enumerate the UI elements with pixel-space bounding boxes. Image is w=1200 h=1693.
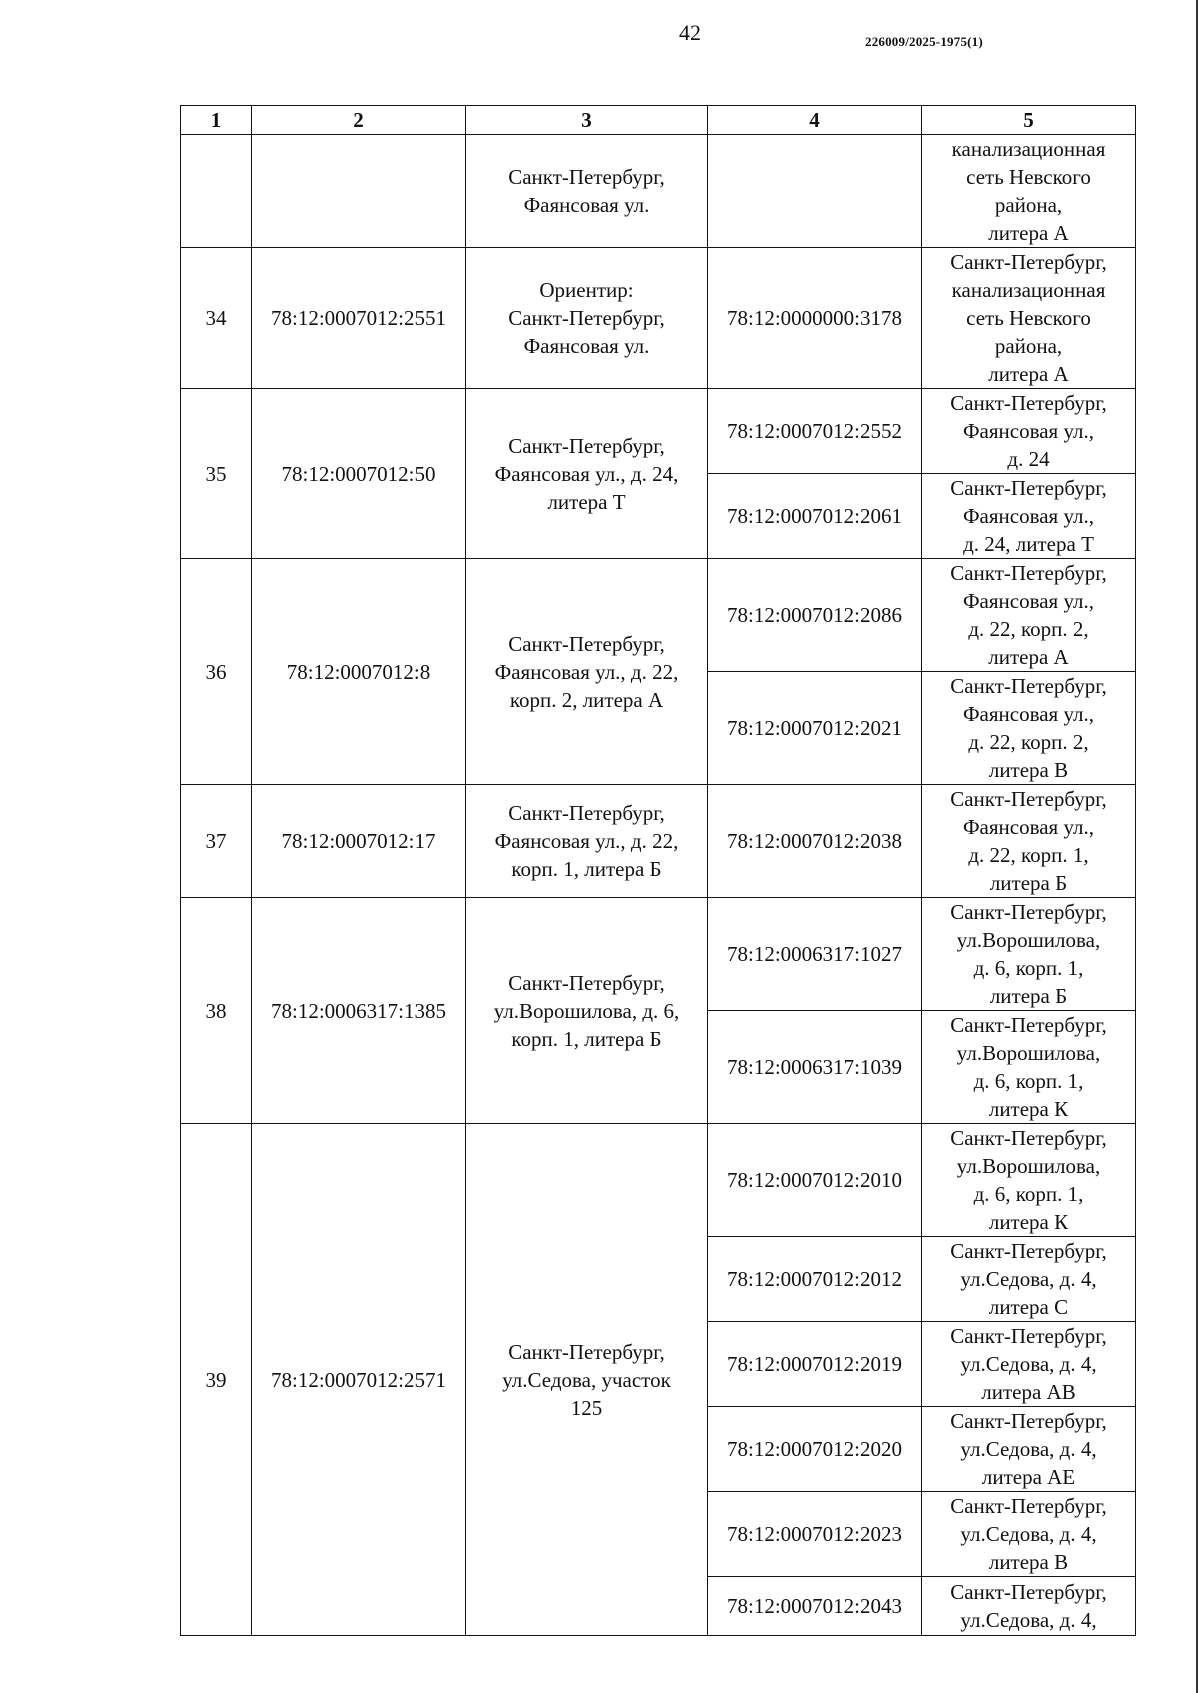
sub-cadastral-number-cell: 78:12:0007012:2019 [708,1322,922,1407]
table-row [181,389,1136,474]
sub-address-cell: Санкт-Петербург, Фаянсовая ул., д. 24, литера Т [922,474,1136,559]
sub-address-cell: Санкт-Петербург, Фаянсовая ул., д. 22, корп. 1, литера Б [922,785,1136,898]
cont-num-cell [181,135,252,248]
sub-address-cell: Санкт-Петербург, ул.Ворошилова, д. 6, корп. 1, литера К [922,1124,1136,1237]
register-table [180,105,1136,1636]
sub-cadastral-number-cell: 78:12:0006317:1039 [708,1011,922,1124]
row-number-cell: 39 [181,1124,252,1636]
cadastral-number-cell: 78:12:0007012:2551 [252,248,466,389]
sub-address-cell: Санкт-Петербург, ул.Седова, д. 4, литера В [922,1492,1136,1577]
row-number-cell: 34 [181,248,252,389]
sub-cadastral-number-cell: 78:12:0007012:2038 [708,785,922,898]
table-row [181,785,1136,898]
register-body [181,135,1136,1636]
cadastral-number-cell: 78:12:0007012:17 [252,785,466,898]
sub-address-cell: Санкт-Петербург, ул.Ворошилова, д. 6, корп. 1, литера Б [922,898,1136,1011]
sub-address-cell: Санкт-Петербург, Фаянсовая ул., д. 22, корп. 2, литера А [922,559,1136,672]
sub-address-cell: Санкт-Петербург, канализационная сеть Невского района, литера А [922,248,1136,389]
cadastral-number-cell: 78:12:0007012:50 [252,389,466,559]
sub-address-cell: Санкт-Петербург, Фаянсовая ул., д. 22, корп. 2, литера В [922,672,1136,785]
sub-address-cell: Санкт-Петербург, ул.Седова, д. 4, литера АВ [922,1322,1136,1407]
table-row [181,1124,1136,1237]
sub-address-cell: Санкт-Петербург, ул.Седова, д. 4, литера АЕ [922,1407,1136,1492]
header-col-4: 4 [708,106,922,135]
cont-address-cell: Санкт-Петербург, Фаянсовая ул. [466,135,708,248]
address-cell: Санкт-Петербург, ул.Седова, участок 125 [466,1124,708,1636]
address-cell: Санкт-Петербург, ул.Ворошилова, д. 6, корп. 1, литера Б [466,898,708,1124]
sub-address-cell: Санкт-Петербург, ул.Седова, д. 4, [922,1577,1136,1636]
sub-address-cell: Санкт-Петербург, Фаянсовая ул., д. 24 [922,389,1136,474]
sub-cadastral-number-cell: 78:12:0006317:1027 [708,898,922,1011]
sub-cadastral-number-cell: 78:12:0007012:2086 [708,559,922,672]
sub-cadastral-number-cell: 78:12:0000000:3178 [708,248,922,389]
sub-address-cell: Санкт-Петербург, ул.Ворошилова, д. 6, корп. 1, литера К [922,1011,1136,1124]
header-col-5: 5 [922,106,1136,135]
address-cell: Санкт-Петербург, Фаянсовая ул., д. 22, корп. 1, литера Б [466,785,708,898]
table-row [181,248,1136,389]
cadastral-number-cell: 78:12:0007012:2571 [252,1124,466,1636]
cont-sub-cad-cell [708,135,922,248]
header-col-2: 2 [252,106,466,135]
sub-cadastral-number-cell: 78:12:0007012:2021 [708,672,922,785]
header-col-1: 1 [181,106,252,135]
sub-cadastral-number-cell: 78:12:0007012:2043 [708,1577,922,1636]
row-number-cell: 36 [181,559,252,785]
table-row [181,559,1136,672]
sub-cadastral-number-cell: 78:12:0007012:2552 [708,389,922,474]
sub-cadastral-number-cell: 78:12:0007012:2010 [708,1124,922,1237]
page-number: 42 [679,20,701,45]
cont-sub-address-cell: канализационная сеть Невского района, литера А [922,135,1136,248]
sub-address-cell: Санкт-Петербург, ул.Седова, д. 4, литера С [922,1237,1136,1322]
page-edge [1196,0,1198,1693]
sub-cadastral-number-cell: 78:12:0007012:2061 [708,474,922,559]
sub-cadastral-number-cell: 78:12:0007012:2020 [708,1407,922,1492]
cadastral-number-cell: 78:12:0006317:1385 [252,898,466,1124]
header-col-3: 3 [466,106,708,135]
sub-cadastral-number-cell: 78:12:0007012:2023 [708,1492,922,1577]
sub-cadastral-number-cell: 78:12:0007012:2012 [708,1237,922,1322]
row-number-cell: 38 [181,898,252,1124]
continuation-row [181,135,1136,248]
table-row [181,898,1136,1011]
address-cell: Ориентир: Санкт-Петербург, Фаянсовая ул. [466,248,708,389]
cont-cad-cell [252,135,466,248]
row-number-cell: 35 [181,389,252,559]
row-number-cell: 37 [181,785,252,898]
address-cell: Санкт-Петербург, Фаянсовая ул., д. 24, литера Т [466,389,708,559]
address-cell: Санкт-Петербург, Фаянсовая ул., д. 22, корп. 2, литера А [466,559,708,785]
cadastral-number-cell: 78:12:0007012:8 [252,559,466,785]
header-row [181,106,1136,135]
document-code: 226009/2025-1975(1) [865,34,983,49]
